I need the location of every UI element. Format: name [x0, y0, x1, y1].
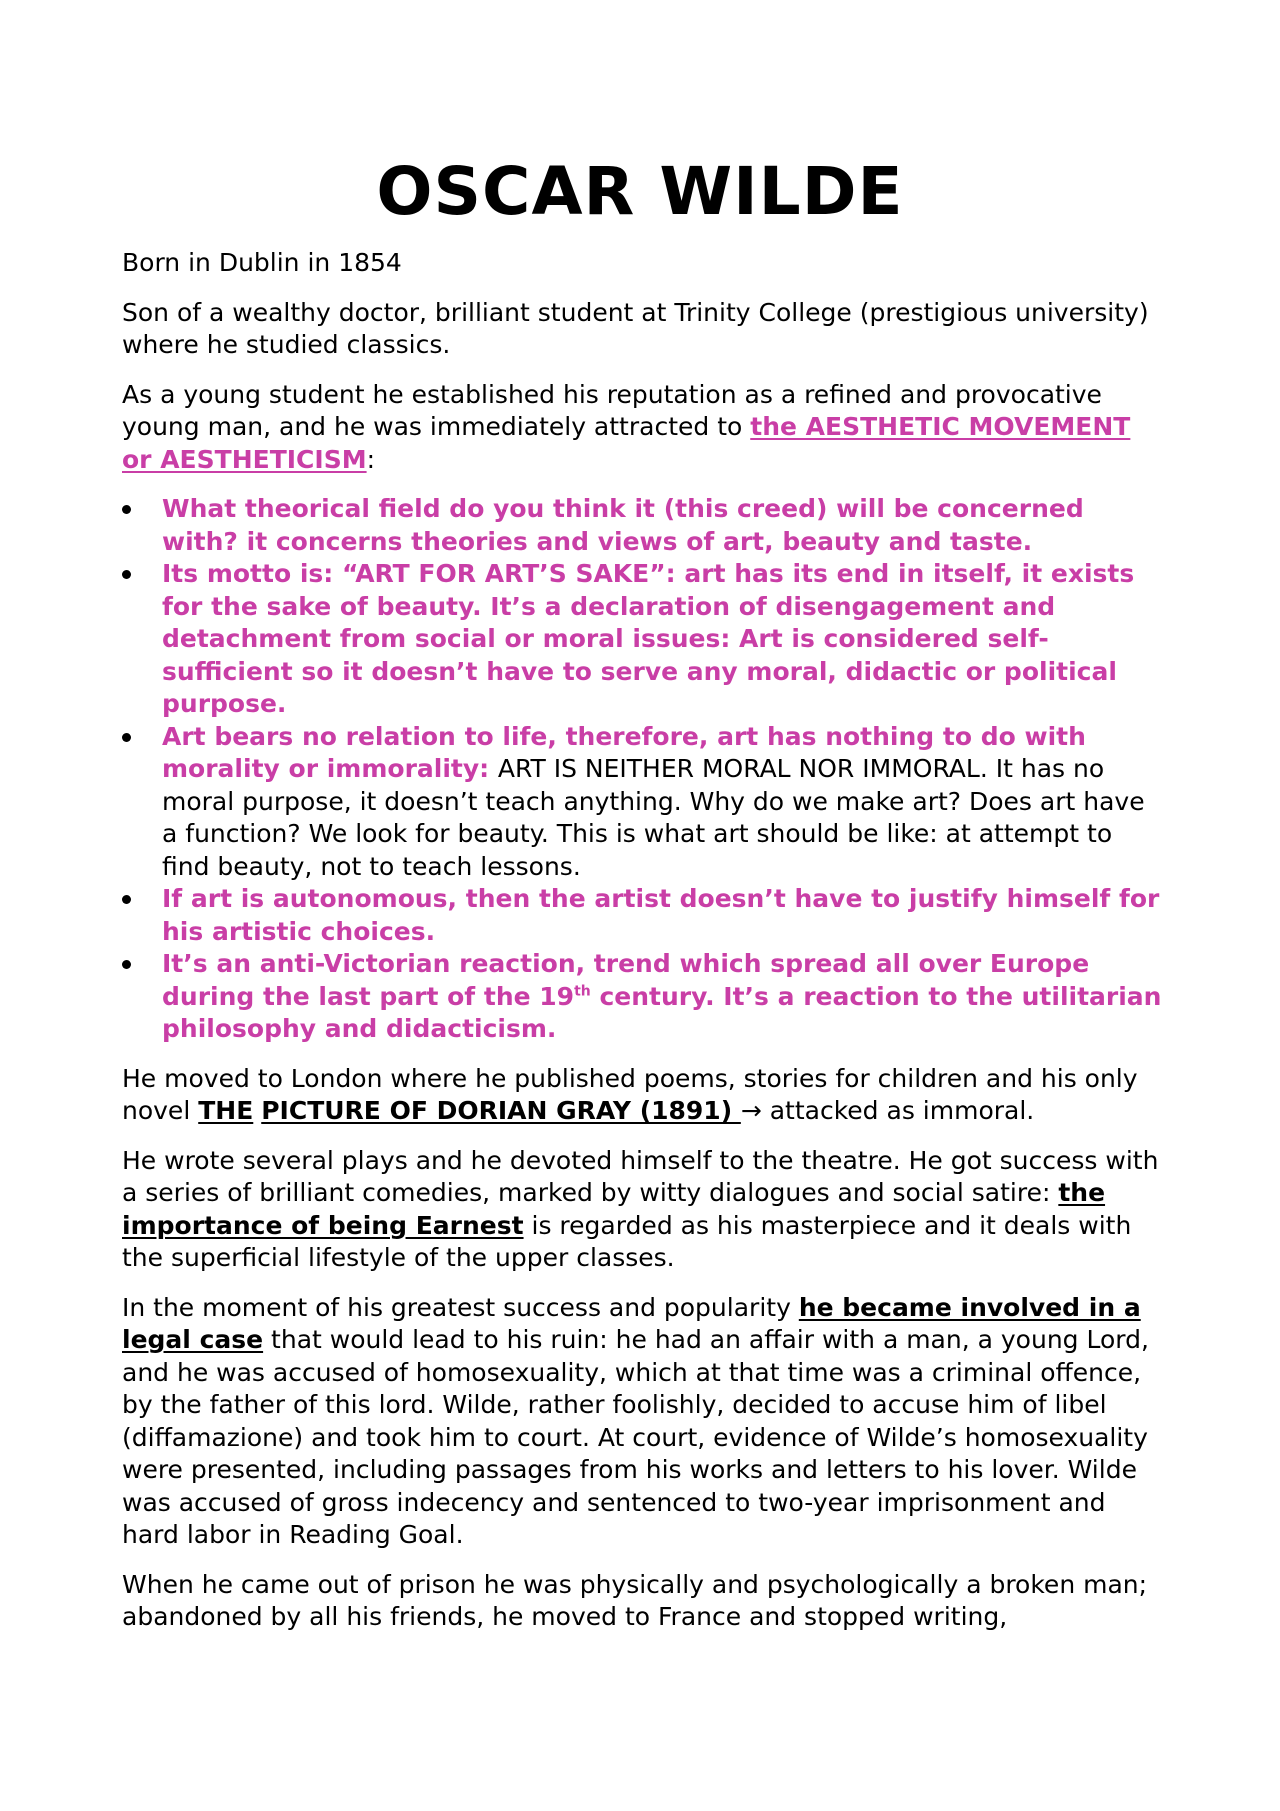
legal-case-text: In the moment of his greatest success and popularity	[122, 1292, 799, 1322]
legal-case-text-end: that would lead to his ruin: he had an affair with a man, a young Lord, and he was accused of homosexuality, which at that time was a criminal offence, by the father of this lord. Wilde, rather foolishly, decided to accuse him of libel (diffamazione) and took him to court. At court, evidence of Wilde’s homosexuality were presented, including passages from his works and letters to his lover. Wilde was accused of gross indecency and sentenced to two-year imprisonment and hard labor in Reading Goal.	[122, 1325, 1149, 1549]
aesthetic-movement-term: the AESTHETIC MOVEMENT	[750, 412, 1131, 441]
bullet-dot-icon	[122, 505, 131, 514]
prison-paragraph: When he came out of prison he was physically and psychologically a broken man; abandoned by all his friends, he moved to France and stopped writing,	[122, 1569, 1148, 1631]
novel-title: PICTURE OF DORIAN GRAY (1891)	[261, 1096, 741, 1125]
london-text: He moved to London where he published poems, stories for children and his only novel	[122, 1063, 1138, 1125]
bullet-text-autonomy: If art is autonomous, then the artist doesn’t have to justify himself for his artistic choices.	[162, 884, 1160, 946]
bullet-item-autonomy	[122, 883, 1167, 948]
bullet-dot-icon	[122, 960, 131, 969]
aestheticism-intro-paragraph	[122, 379, 1167, 477]
bullet-item-anti-victorian	[122, 948, 1167, 1046]
bullet-item-motto	[122, 558, 1167, 721]
bullet-dot-icon	[122, 733, 131, 742]
london-paragraph	[122, 1063, 1167, 1128]
birth-paragraph: Born in Dublin in 1854	[122, 248, 402, 277]
bullet-text-art-life-caps: ART IS NEITHER MORAL NOR IMMORAL	[497, 754, 980, 783]
aestheticism-intro-text: As a young student he established his reputation as a refined and provocative young man, and he was immediately attracted to	[122, 379, 1102, 441]
bullet-text-anti-victorian-b: century. It’s a reaction to the utilitarian philosophy and didacticism.	[162, 981, 1162, 1043]
legal-case-highlight: he became involved in a legal case	[122, 1292, 1141, 1354]
aestheticism-bullet-list	[122, 493, 1167, 1046]
theatre-text: He wrote several plays and he devoted himself to the theatre. He got success with a series of brilliant comedies, marked by witty dialogues and social satire:	[122, 1145, 1159, 1207]
bullet-item-art-life	[122, 721, 1167, 884]
theatre-text-end: is regarded as his masterpiece and it deals with the superficial lifestyle of the upper classes.	[122, 1210, 1132, 1272]
document-body	[122, 247, 1167, 1651]
education-paragraph: Son of a wealthy doctor, brilliant student at Trinity College (prestigious university) where he studied classics.	[122, 297, 1149, 359]
legal-case-paragraph	[122, 1292, 1167, 1552]
bullet-text-art-life-bold: Art bears no relation to life, therefore, art has nothing to do with morality or immorality:	[162, 721, 1086, 783]
bullet-item-theory	[122, 493, 1167, 558]
masterpiece-title: the importance of being Earnest	[122, 1178, 1106, 1240]
bullet-text-motto: Its motto is: “ART FOR ART’S SAKE”: art has its end in itself, it exists for the sake of beauty. It’s a declaration of disengagement and detachment from social or moral issues: Art is considered self-sufficient so it doesn’t have to serve any moral, didactic or political purpose.	[162, 559, 1135, 718]
bullet-dot-icon	[122, 570, 131, 579]
theatre-paragraph	[122, 1145, 1167, 1275]
ordinal-superscript: th	[574, 983, 591, 1000]
novel-title-the: THE	[198, 1096, 254, 1125]
bullet-text-anti-victorian-a: It’s an anti-Victorian reaction, trend which spread all over Europe during the last part of the 19	[162, 949, 1090, 1011]
document-title: OSCAR WILDE	[376, 153, 904, 230]
aestheticism-term: or AESTHETICISM	[122, 444, 367, 474]
bullet-dot-icon	[122, 895, 131, 904]
intro-colon: :	[366, 444, 376, 474]
bullet-text-art-life-rest: . It has no moral purpose, it doesn’t teach anything. Why do we make art? Does art have a function? We look for beauty. This is what art should be like: at attempt to find beauty, not to teach lessons.	[162, 754, 1145, 881]
bullet-text-theory: What theorical field do you think it (this creed) will be concerned with? it concerns theories and views of art, beauty and taste.	[162, 494, 1084, 556]
novel-reception-text: → attacked as immoral.	[740, 1096, 1035, 1125]
